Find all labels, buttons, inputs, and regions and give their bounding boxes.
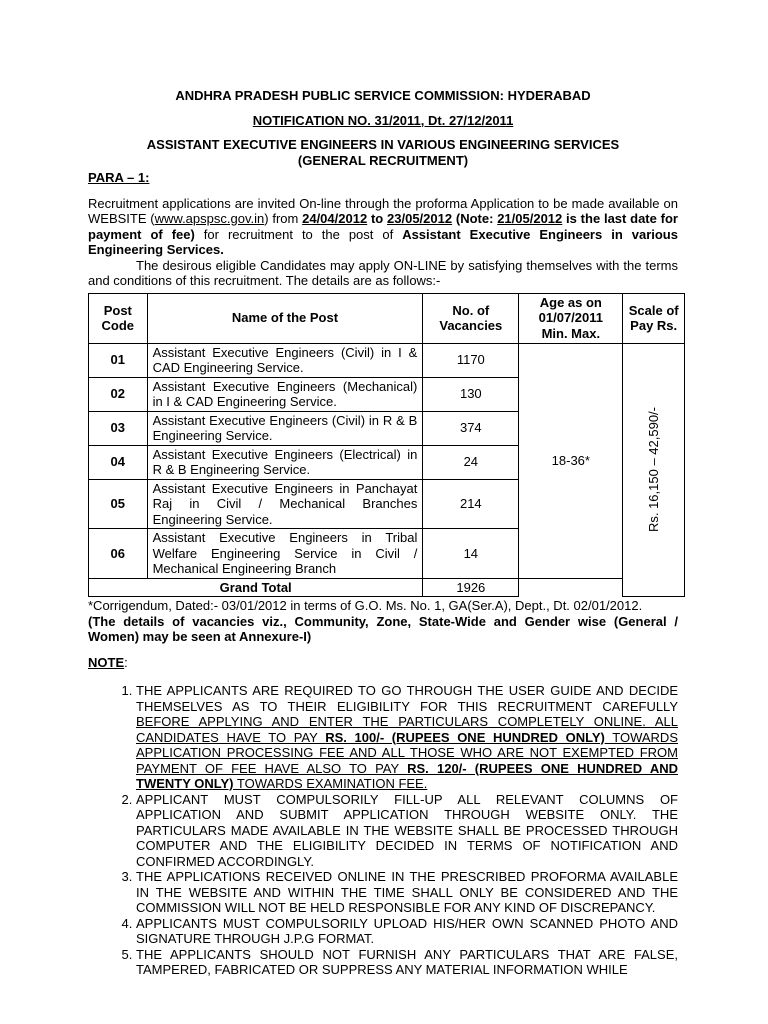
list-item: 2. APPLICANT MUST COMPULSORILY FILL-UP ALL RELEVANT COLUMNS OF APPLICATION AND SUBMIT APPLICATION THROUGH WEBSITE ONLY. THE PARTICULARS MADE AVAILABLE IN THE WEBSITE SHALL BE PROCESSED THROUGH COMPUTER AND THE ELIGIBILITY DECIDED IN TERMS OF NOTIFICATION AND CONFIRMED ACCORDINGLY. [136,792,678,870]
post-name-cell: Assistant Executive Engineers (Electrical) in R & B Engineering Service. [147,445,423,479]
start-date: 24/04/2012 [302,211,368,226]
note-rest: is the last date for payment of fee) [88,211,678,242]
website-link[interactable]: www.apspsc.gov.in [154,211,265,226]
subject-line-2: (GENERAL RECRUITMENT) [297,152,469,168]
para-1-text-a: Recruitment applications are invited On-line through the proforma Application to be made available on WEBSITE ( [88,195,678,226]
vacancy-count: 214 [423,479,519,529]
grand-total-row [89,578,685,597]
vacancy-count: 1170 [423,343,519,377]
note-open: (Note: [452,211,498,226]
note-1-fee-2: RS. 120/- (RUPEES ONE HUNDRED AND TWENTY ONLY) [136,760,678,791]
para-1-text-b: ) from [264,211,303,226]
note-colon: : [124,654,128,670]
subject-line-1: ASSISTANT EXECUTIVE ENGINEERS IN VARIOUS ENGINEERING SERVICES [146,137,620,152]
empty-cell [519,578,623,597]
note-1-u1: BEFORE APPLYING AND ENTER THE PARTICULARS COMPLETELY ONLINE. ALL CANDIDATES HAVE TO PAY [136,714,678,745]
post-code: 06 [89,529,148,579]
post-code: 05 [89,479,148,529]
header-scale: Scale of Pay Rs. [623,293,685,343]
note-1-fee-1: RS. 100/- (RUPEES ONE HUNDRED ONLY) [325,729,605,745]
para-1-text-c: for recruitment to the post of [194,226,403,242]
note-1-u2: TOWARDS APPLICATION PROCESSING FEE AND ALL THOSE WHO ARE NOT EXEMPTED FROM PAYMENT OF FEE HAVE ALSO TO PAY [136,729,678,776]
vacancy-details-note: (The details of vacancies viz., Community, Zone, State-Wide and Gender wise (General / Women) may be seen at Annexure-I) [88,613,678,644]
header-age: Age as on 01/07/2011 Min. Max. [519,293,623,343]
post-name-cell: Assistant Executive Engineers (Civil) in I & CAD Engineering Service. [147,343,423,377]
notification-number: NOTIFICATION NO. 31/2011, Dt. 27/12/2011 [252,112,514,128]
end-date: 23/05/2012 [387,211,453,226]
header-post-code: Post Code [89,293,148,343]
post-code: 01 [89,343,148,377]
vacancy-count: 24 [423,445,519,479]
note-list [88,683,678,978]
scale-cell [623,343,685,597]
post-code: 02 [89,377,148,411]
para-1-text [88,196,678,258]
list-item [136,683,678,792]
post-name-cell: Assistant Executive Engineers (Civil) in R & B Engineering Service. [147,411,423,445]
grand-total-value: 1926 [423,578,519,597]
vacancy-count: 14 [423,529,519,579]
document-page [88,86,678,978]
list-item: 4. APPLICANTS MUST COMPULSORILY UPLOAD HIS/HER OWN SCANNED PHOTO AND SIGNATURE THROUGH J.P.G FORMAT. [136,916,678,947]
para-1-text-2: The desirous eligible Candidates may apply ON-LINE by satisfying themselves with the terms and conditions of this recruitment. The details are as follows:- [88,257,678,288]
to-word: to [367,211,388,226]
commission-title: ANDHRA PRADESH PUBLIC SERVICE COMMISSION: HYDERABAD [175,88,591,103]
note-1-a: THE APPLICANTS ARE REQUIRED TO GO THROUGH THE USER GUIDE AND DECIDE THEMSELVES AS TO THEIR ELIGIBILITY FOR THIS RECRUITMENT CAREFULLY [136,683,678,714]
fee-last-date: 21/05/2012 [497,211,563,226]
table-row [89,343,685,377]
post-code: 03 [89,411,148,445]
post-code: 04 [89,445,148,479]
header-vacancies: No. of Vacancies [423,293,519,343]
header-post-name: Name of the Post [147,293,423,343]
vacancy-count: 130 [423,377,519,411]
post-name-cell: Assistant Executive Engineers in Tribal Welfare Engineering Service in Civil / Mechanical Engineering Branch [147,529,423,579]
vacancy-count: 374 [423,411,519,445]
list-item: 5. THE APPLICANTS SHOULD NOT FURNISH ANY PARTICULARS THAT ARE FALSE, TAMPERED, FABRICATED OR SUPPRESS ANY MATERIAL INFORMATION WHILE [136,947,678,978]
corrigendum: *Corrigendum, Dated:- 03/01/2012 in terms of G.O. Ms. No. 1, GA(Ser.A), Dept., Dt. 02/01/2012. [88,598,643,613]
post-name-cell: Assistant Executive Engineers in Panchayat Raj in Civil / Mechanical Branches Engineering Service. [147,479,423,529]
age-cell: 18-36* [519,343,623,578]
grand-total-label: Grand Total [89,578,423,597]
post-name: Assistant Executive Engineers in various Engineering Services. [88,226,678,257]
scale-of-pay: Rs. 16,150 – 42,590/- [645,407,661,533]
post-name-cell: Assistant Executive Engineers (Mechanical) in I & CAD Engineering Service. [147,377,423,411]
note-heading [88,655,678,671]
note-1-u3: TOWARDS EXAMINATION FEE. [233,776,428,791]
list-item: 3. THE APPLICATIONS RECEIVED ONLINE IN THE PRESCRIBED PROFORMA AVAILABLE IN THE WEBSITE AND WITHIN THE TIME SHALL ONLY BE CONSIDERED AND THE COMMISSION WILL NOT BE HELD RESPONSIBLE FOR ANY KIND OF DISCREPANCY. [136,869,678,916]
note-heading-text: NOTE [88,654,125,670]
para-1-heading: PARA – 1: [88,170,150,185]
vacancy-table [88,293,685,598]
